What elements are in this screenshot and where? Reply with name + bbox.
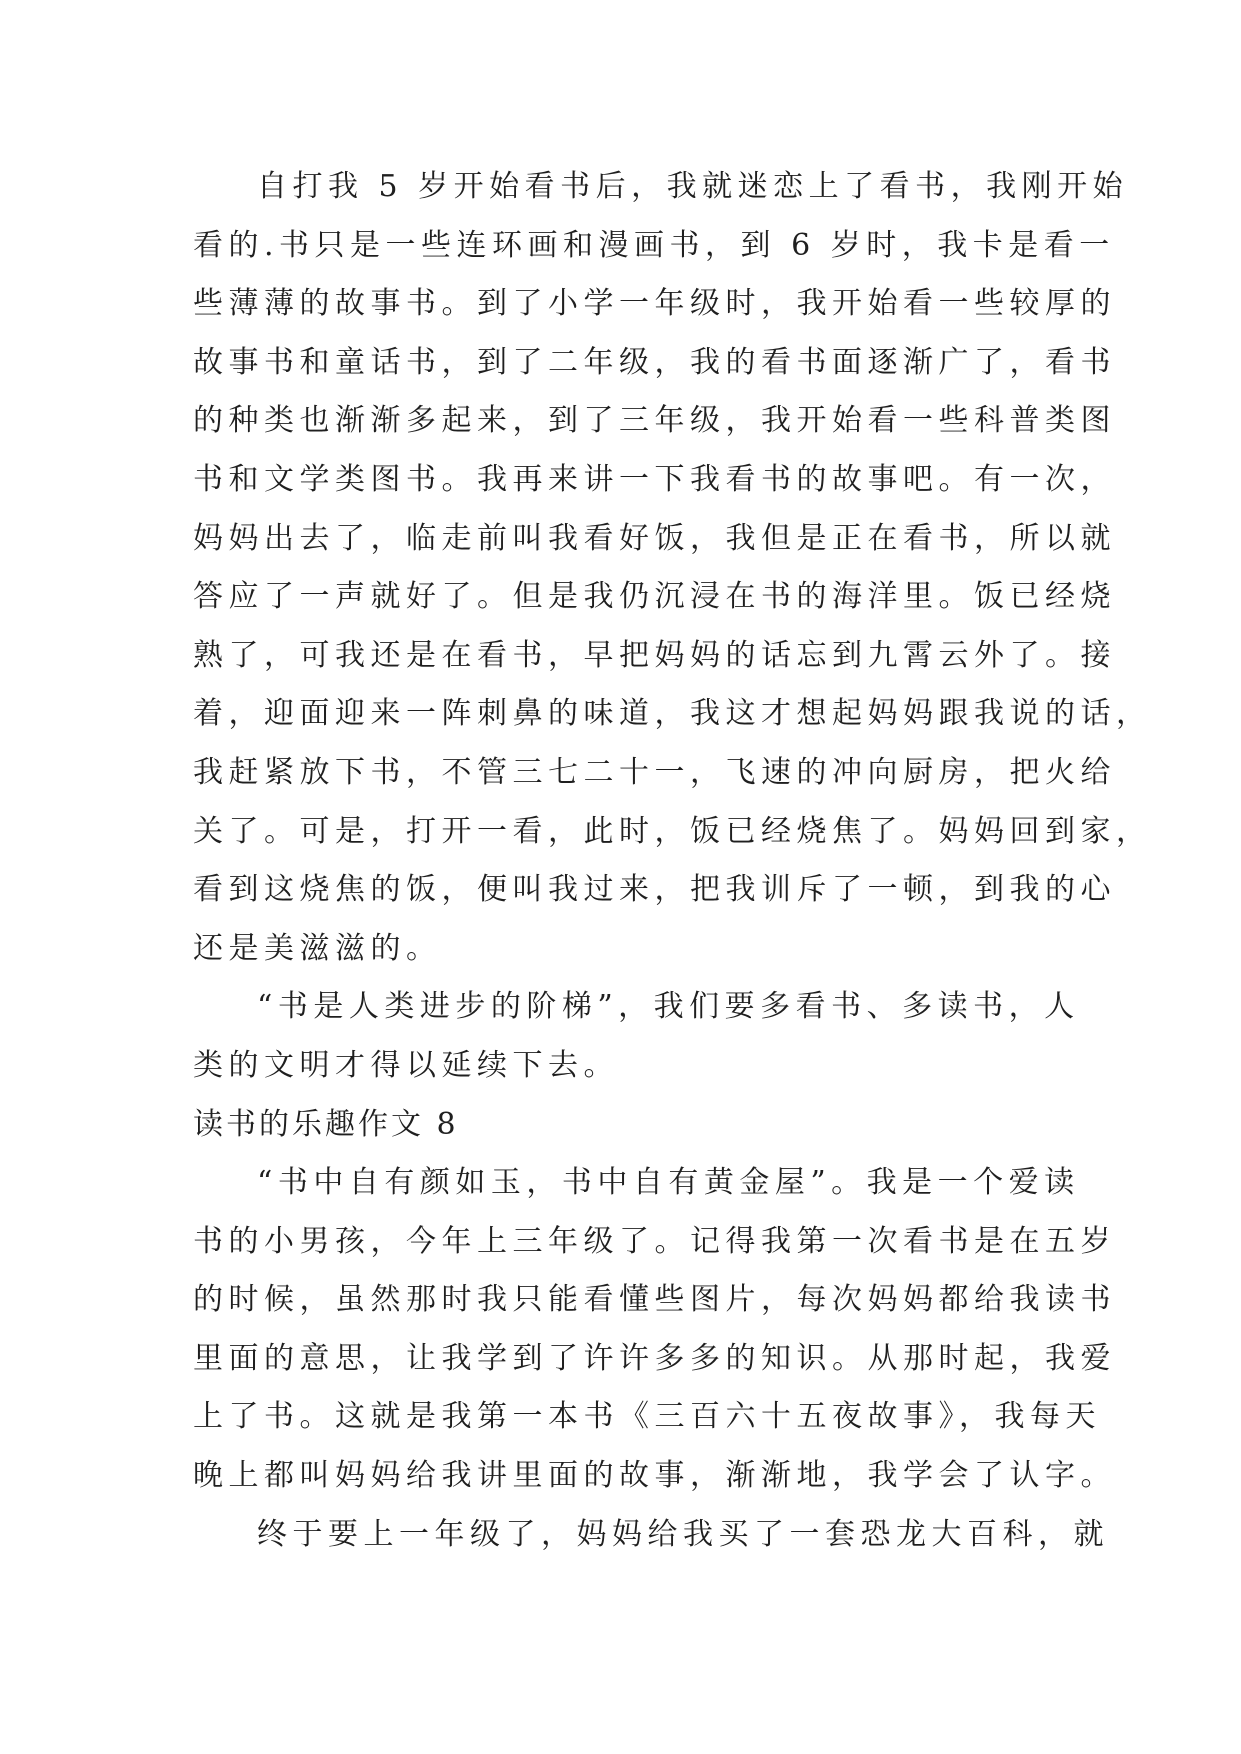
text-line: 还是美滋滋的。	[193, 930, 442, 966]
text-line: 看到这烧焦的饭，便叫我过来，把我训斥了一顿，到我的心	[193, 872, 1116, 908]
document-body	[193, 158, 1152, 1564]
text-line: 关了。可是，打开一看，此时，饭已经烧焦了。妈妈回到家，	[193, 813, 1152, 849]
text-line: “书中自有颜如玉，书中自有黄金屋”。我是一个爱读	[257, 1165, 1080, 1201]
paragraph-childhood-reading	[193, 158, 1152, 978]
text-line: 故事书和童话书，到了二年级，我的看书面逐渐广了，看书	[193, 344, 1116, 380]
text-line: 类的文明才得以延续下去。	[193, 1047, 619, 1083]
text-line: 妈妈出去了，临走前叫我看好饭，我但是正在看书，所以就	[193, 520, 1116, 556]
text-line: “书是人类进步的阶梯”，我们要多看书、多读书，人	[257, 989, 1080, 1025]
text-line: 自打我 5 岁开始看书后，我就迷恋上了看书，我刚开始	[257, 169, 1129, 204]
text-line: 上了书。这就是我第一本书《三百六十五夜故事》，我每天	[193, 1399, 1101, 1435]
text-line: 我赶紧放下书，不管三七二十一，飞速的冲向厨房，把火给	[193, 754, 1116, 790]
paragraph-books-ladder	[193, 978, 1080, 1095]
text-line: 终于要上一年级了，妈妈给我买了一套恐龙大百科，就	[257, 1516, 1109, 1552]
text-line: 书的小男孩，今年上三年级了。记得我第一次看书是在五岁	[193, 1223, 1116, 1259]
text-line: 里面的意思，让我学到了许许多多的知识。从那时起，我爱	[193, 1340, 1116, 1376]
text-line: 的时候，虽然那时我只能看懂些图片，每次妈妈都给我读书	[193, 1282, 1116, 1318]
paragraph-first-book	[193, 1154, 1116, 1506]
section-heading: 读书的乐趣作文 8	[193, 1106, 459, 1142]
text-line: 些薄薄的故事书。到了小学一年级时，我开始看一些较厚的	[193, 286, 1116, 322]
text-line: 书和文学类图书。我再来讲一下我看书的故事吧。有一次，	[193, 461, 1116, 497]
paragraph-first-grade	[193, 1506, 1109, 1565]
text-line: 晚上都叫妈妈给我讲里面的故事，渐渐地，我学会了认字。	[193, 1458, 1116, 1494]
text-line: 着，迎面迎来一阵刺鼻的味道，我这才想起妈妈跟我说的话，	[193, 696, 1152, 732]
text-line: 熟了，可我还是在看书，早把妈妈的话忘到九霄云外了。接	[193, 637, 1116, 673]
text-line: 答应了一声就好了。但是我仍沉浸在书的海洋里。饭已经烧	[193, 579, 1116, 615]
text-line: 的种类也渐渐多起来，到了三年级，我开始看一些科普类图	[193, 403, 1116, 439]
text-line: 看的.书只是一些连环画和漫画书，到 6 岁时，我卡是看一	[193, 227, 1115, 263]
